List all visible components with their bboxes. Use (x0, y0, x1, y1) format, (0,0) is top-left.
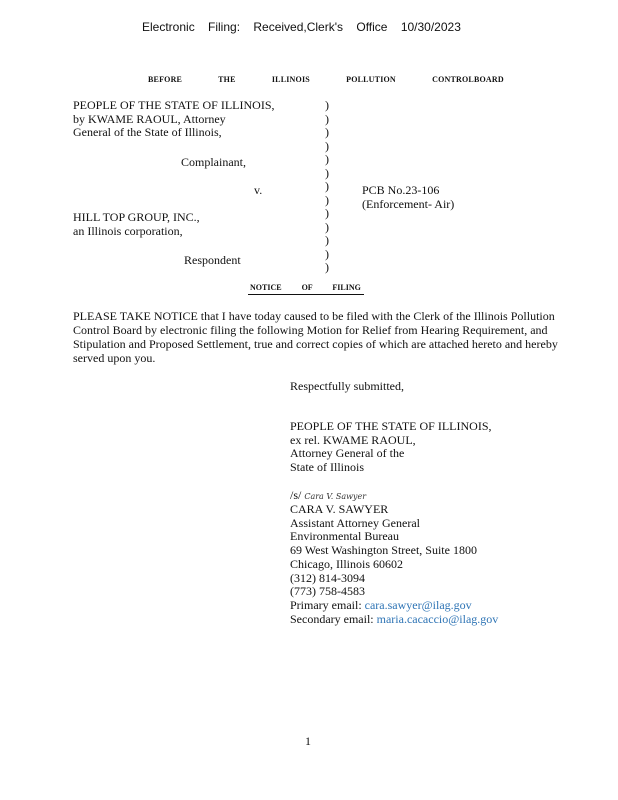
complainant-line: General of the State of Illinois, (73, 125, 222, 139)
detail-line: (312) 814-3094 (290, 570, 365, 585)
detail-line: Environmental Bureau (290, 529, 399, 544)
versus-label: v. (254, 183, 263, 197)
paren: ) (325, 246, 329, 261)
respondent-block (73, 211, 200, 238)
detail-line: Chicago, Illinois 60602 (290, 556, 403, 571)
paren: ) (325, 152, 329, 166)
complainant-block (73, 99, 275, 140)
signed-name: Cara V. Sawyer (304, 492, 367, 501)
secondary-email-row (290, 613, 498, 627)
slash-s: /s/ (290, 488, 302, 502)
respondent-label: Respondent (184, 253, 241, 267)
tribunal-heading: BEFORE THE ILLINOIS POLLUTION CONTROLBOARD (148, 75, 504, 84)
paren: ) (325, 233, 329, 247)
paren: ) (325, 125, 329, 139)
primary-email-link[interactable]: cara.sawyer@ilag.gov (364, 597, 472, 612)
notice-body: PLEASE TAKE NOTICE that I have today caused to be filed with the Clerk of the Illinois Pollution Control Board by electronic filing the following Motion for Relief from Hearing Requirement, and Stipulation and Proposed Settlement, true and correct copies of which are attached hereto and hereby served upon you. (73, 309, 558, 365)
complainant-label: Complainant, (181, 155, 246, 169)
respondent-line: an Illinois corporation, (73, 223, 183, 238)
secondary-email-link[interactable]: maria.cacaccio@ilag.gov (376, 611, 499, 626)
paren: ) (325, 192, 329, 207)
detail-line: (773) 758-4583 (290, 584, 365, 599)
filing-stamp: Electronic Filing: Received,Clerk's Office 10/30/2023 (142, 20, 461, 34)
org-line: PEOPLE OF THE STATE OF ILLINOIS, (290, 419, 492, 433)
detail-line: Assistant Attorney General (290, 515, 420, 530)
closing: Respectfully submitted, (290, 379, 404, 393)
notice-title: NOTICE OF FILING (250, 283, 361, 292)
org-line: State of Illinois (290, 460, 364, 475)
respondent-line: HILL TOP GROUP, INC., (73, 210, 200, 224)
case-type: (Enforcement- Air) (362, 197, 455, 211)
signature-detail-block (290, 503, 498, 626)
page-number: 1 (305, 734, 311, 748)
attorney-name: CARA V. SAWYER (290, 502, 389, 516)
case-number: PCB No.23-106 (362, 183, 440, 197)
primary-email-label: Primary email: (290, 597, 365, 612)
title-underline (248, 294, 364, 295)
paren: ) (325, 98, 329, 112)
detail-line: 69 West Washington Street, Suite 1800 (290, 543, 477, 558)
complainant-line: by KWAME RAOUL, Attorney (73, 111, 226, 126)
paren: ) (325, 206, 329, 220)
paren: ) (325, 260, 329, 274)
paren: ) (325, 179, 329, 193)
caption-parentheses (325, 99, 329, 275)
paren: ) (325, 138, 329, 153)
secondary-email-label: Secondary email: (290, 611, 377, 626)
signature-org-block (290, 420, 492, 475)
primary-email-row (290, 599, 498, 613)
paren: ) (325, 111, 329, 126)
org-line: Attorney General of the (290, 446, 405, 461)
paren: ) (325, 165, 329, 180)
paren: ) (325, 219, 329, 234)
org-line: ex rel. KWAME RAOUL, (290, 432, 416, 447)
complainant-line: PEOPLE OF THE STATE OF ILLINOIS, (73, 98, 275, 112)
